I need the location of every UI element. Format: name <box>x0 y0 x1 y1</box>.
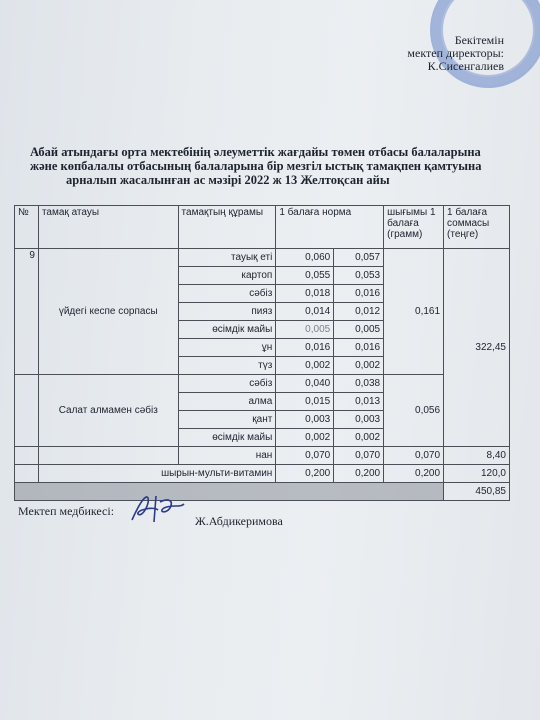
ingredient-name: өсімдік майы <box>178 429 276 447</box>
soup-usage: 0,161 <box>384 249 444 375</box>
blank-cell <box>15 465 39 483</box>
norm-b: 0,016 <box>334 339 384 357</box>
bread-cost: 8,40 <box>444 447 510 465</box>
nurse-signature <box>128 492 188 526</box>
norm-b: 0,057 <box>334 249 384 267</box>
norm-a: 0,040 <box>276 375 334 393</box>
ingredient-name: пияз <box>178 303 276 321</box>
ingredient-name: ұн <box>178 339 276 357</box>
norm-a: 0,060 <box>276 249 334 267</box>
norm-b: 0,053 <box>334 267 384 285</box>
vitamin-norm-a: 0,200 <box>276 465 334 483</box>
director-label: мектеп директоры: <box>407 46 504 60</box>
norm-a: 0,055 <box>276 267 334 285</box>
ingredient-name: өсімдік майы <box>178 321 276 339</box>
norm-a: 0,015 <box>276 393 334 411</box>
main-cost: 322,45 <box>444 249 510 447</box>
table-row <box>15 249 510 267</box>
table-row <box>15 465 510 483</box>
bread-usage: 0,070 <box>384 447 444 465</box>
norm-a: 0,005 <box>276 321 334 339</box>
nurse-label: Мектеп медбикесі: <box>18 504 115 518</box>
total-shaded-cell <box>15 483 444 501</box>
norm-b: 0,013 <box>334 393 384 411</box>
bread-norm-a: 0,070 <box>276 447 334 465</box>
ingredient-name: сәбіз <box>178 375 276 393</box>
vitamin-usage: 0,200 <box>384 465 444 483</box>
header-composition: тамақтың құрамы <box>178 206 276 249</box>
title-line-3: арналып жасалынған ас мәзірі 2022 ж 13 Желтоқсан айы <box>66 173 390 187</box>
norm-b: 0,038 <box>334 375 384 393</box>
norm-b: 0,002 <box>334 357 384 375</box>
norm-a: 0,003 <box>276 411 334 429</box>
header-num: № <box>15 206 39 249</box>
row-number: 9 <box>15 249 39 375</box>
salad-usage: 0,056 <box>384 375 444 447</box>
nurse-name: Ж.Абдикеримова <box>195 514 283 528</box>
title-line-2: және көпбалалы отбасының балаларына бір мезгіл ыстық тамақпен қамтуына <box>30 159 482 173</box>
norm-a: 0,014 <box>276 303 334 321</box>
blank-cell <box>38 447 178 465</box>
ingredient-name: түз <box>178 357 276 375</box>
table-row <box>15 447 510 465</box>
document-title <box>30 145 490 187</box>
norm-a: 0,002 <box>276 429 334 447</box>
ingredient-name: қант <box>178 411 276 429</box>
norm-a: 0,018 <box>276 285 334 303</box>
total-sum: 450,85 <box>444 483 510 501</box>
bread-name: нан <box>178 447 276 465</box>
norm-b: 0,016 <box>334 285 384 303</box>
vitamin-norm-b: 0,200 <box>334 465 384 483</box>
header-usage: шығымы 1 балаға (грамм) <box>384 206 444 249</box>
norm-b: 0,003 <box>334 411 384 429</box>
director-name: К.Сисенгалиев <box>427 59 504 73</box>
norm-a: 0,016 <box>276 339 334 357</box>
norm-b: 0,002 <box>334 429 384 447</box>
ingredient-name: тауық еті <box>178 249 276 267</box>
ingredient-name: сәбіз <box>178 285 276 303</box>
header-dish: тамақ атауы <box>38 206 178 249</box>
vitamin-name: шырын-мульти-витамин <box>38 465 275 483</box>
norm-a: 0,002 <box>276 357 334 375</box>
header-norm: 1 балаға норма <box>276 206 384 249</box>
blank-cell <box>15 447 39 465</box>
title-line-1: Абай атындағы орта мектебінің әлеуметтік жағдайы төмен отбасы балаларына <box>30 145 481 159</box>
salad-name: Салат алмамен сәбіз <box>38 375 178 447</box>
norm-b: 0,005 <box>334 321 384 339</box>
menu-table <box>14 205 510 501</box>
blank-cell <box>15 375 39 447</box>
approval-block <box>407 34 504 73</box>
approve-label: Бекітемін <box>454 33 504 47</box>
total-row <box>15 483 510 501</box>
bread-norm-b: 0,070 <box>334 447 384 465</box>
table-header-row <box>15 206 510 249</box>
vitamin-cost: 120,0 <box>444 465 510 483</box>
ingredient-name: картоп <box>178 267 276 285</box>
soup-name: үйдегі кеспе сорпасы <box>38 249 178 375</box>
ingredient-name: алма <box>178 393 276 411</box>
table-row <box>15 375 510 393</box>
norm-b: 0,012 <box>334 303 384 321</box>
header-cost: 1 балаға соммасы (теңге) <box>444 206 510 249</box>
